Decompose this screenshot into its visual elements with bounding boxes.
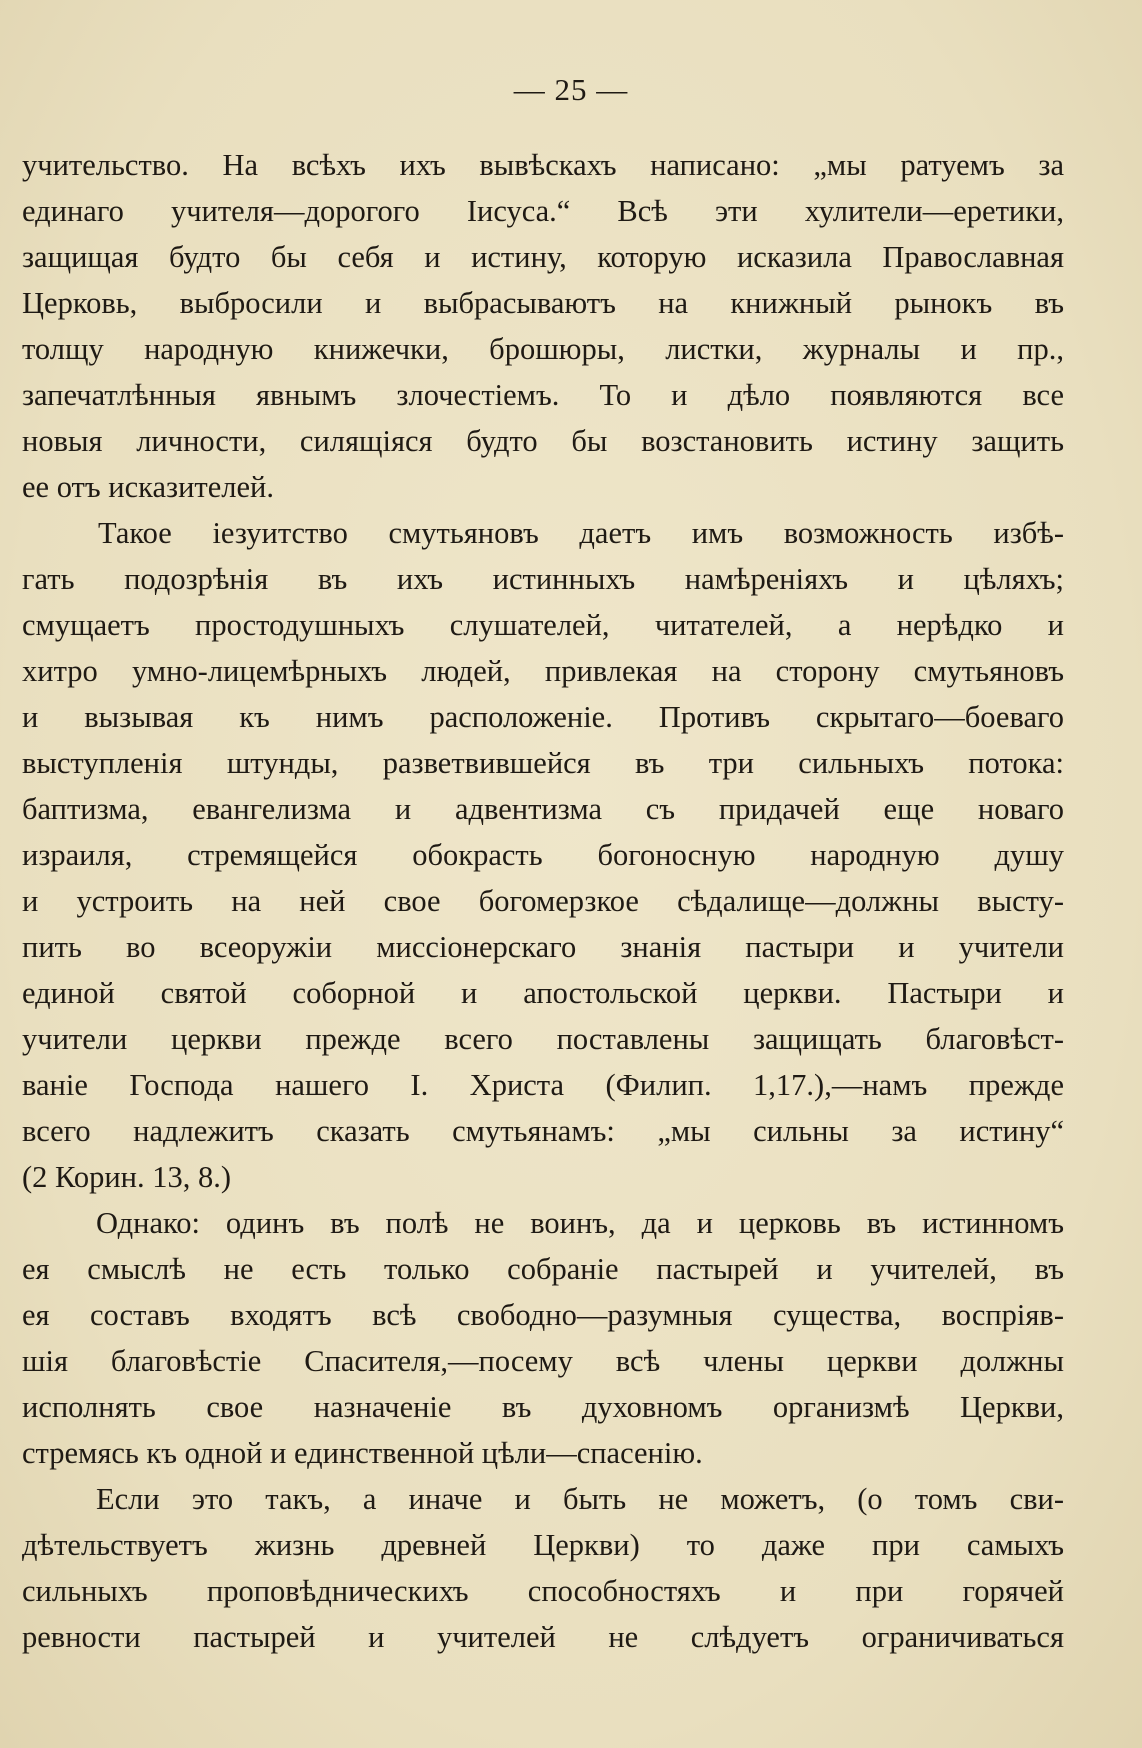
paragraph-start-line: Такое іезуитство смутьяновъ даетъ имъ возможность избѣ- (98, 516, 1064, 550)
page-number: — 25 — (513, 72, 629, 107)
text-line: смущаетъ простодушныхъ слушателей, читателей, а нерѣдко и (22, 608, 1064, 642)
text-line: всего надлежитъ сказать смутьянамъ: „мы сильны за истину“ (22, 1114, 1064, 1148)
text-line: ея составъ входятъ всѣ свободно—разумныя существа, воспріяв- (22, 1298, 1064, 1332)
text-line: хитро умно-лицемѣрныхъ людей, привлекая на сторону смутьяновъ (22, 654, 1064, 688)
text-line: новыя личности, силящіяся будто бы возстановить истину защить (22, 424, 1064, 458)
text-line: гать подозрѣнія въ ихъ истинныхъ намѣреніяхъ и цѣляхъ; (22, 562, 1064, 596)
text-line: исполнять свое назначеніе въ духовномъ организмѣ Церкви, (22, 1390, 1064, 1424)
text-line: и устроить на ней свое богомерзкое сѣдалище—должны высту- (22, 884, 1064, 918)
body-text (22, 142, 1064, 1660)
paragraph-end-line: ее отъ исказителей. (22, 470, 274, 504)
paragraph-start-line: Однако: одинъ въ полѣ не воинъ, да и церковь въ истинномъ (96, 1206, 1064, 1240)
text-line: и вызывая къ нимъ расположеніе. Противъ скрытаго—боеваго (22, 700, 1064, 734)
text-line: выступленія штунды, разветвившейся въ три сильныхъ потока: (22, 746, 1064, 780)
text-line: сильныхъ проповѣдническихъ способностяхъ и при горячей (22, 1574, 1064, 1608)
text-line: шія благовѣстіе Спасителя,—посему всѣ члены церкви должны (22, 1344, 1064, 1378)
text-line: баптизма, евангелизма и адвентизма съ придачей еще новаго (22, 792, 1064, 826)
text-line: защищая будто бы себя и истину, которую исказила Православная (22, 240, 1064, 274)
text-line: толщу народную книжечки, брошюры, листки, журналы и пр., (22, 332, 1064, 366)
text-line: Церковь, выбросили и выбрасываютъ на книжный рынокъ въ (22, 286, 1064, 320)
paragraph-start-line: Если это такъ, а иначе и быть не можетъ, (о томъ сви- (96, 1482, 1064, 1516)
text-line: ревности пастырей и учителей не слѣдуетъ ограничиваться (22, 1620, 1064, 1654)
text-line: ея смыслѣ не есть только собраніе пастырей и учителей, въ (22, 1252, 1064, 1286)
text-line: единой святой соборной и апостольской церкви. Пастыри и (22, 976, 1064, 1010)
paragraph-end-line: стремясь къ одной и единственной цѣли—спасенію. (22, 1436, 703, 1470)
text-line: израиля, стремящейся обокрасть богоносную народную душу (22, 838, 1064, 872)
paragraph-end-line: (2 Корин. 13, 8.) (22, 1160, 232, 1194)
text-line: запечатлѣнныя явнымъ злочестіемъ. То и дѣло появляются все (22, 378, 1064, 412)
text-line: единаго учителя—дорогого Іисуса.“ Всѣ эти хулители—еретики, (22, 194, 1064, 228)
text-line: пить во всеоружіи миссіонерскаго знанія пастыри и учители (22, 930, 1064, 964)
text-line: учители церкви прежде всего поставлены защищать благовѣст- (22, 1022, 1064, 1056)
text-line: дѣтельствуетъ жизнь древней Церкви) то даже при самыхъ (22, 1528, 1064, 1562)
text-line: учительство. На всѣхъ ихъ вывѣскахъ написано: „мы ратуемъ за (22, 148, 1064, 182)
text-line: ваніе Господа нашего І. Христа (Филип. 1,17.),—намъ прежде (22, 1068, 1064, 1102)
